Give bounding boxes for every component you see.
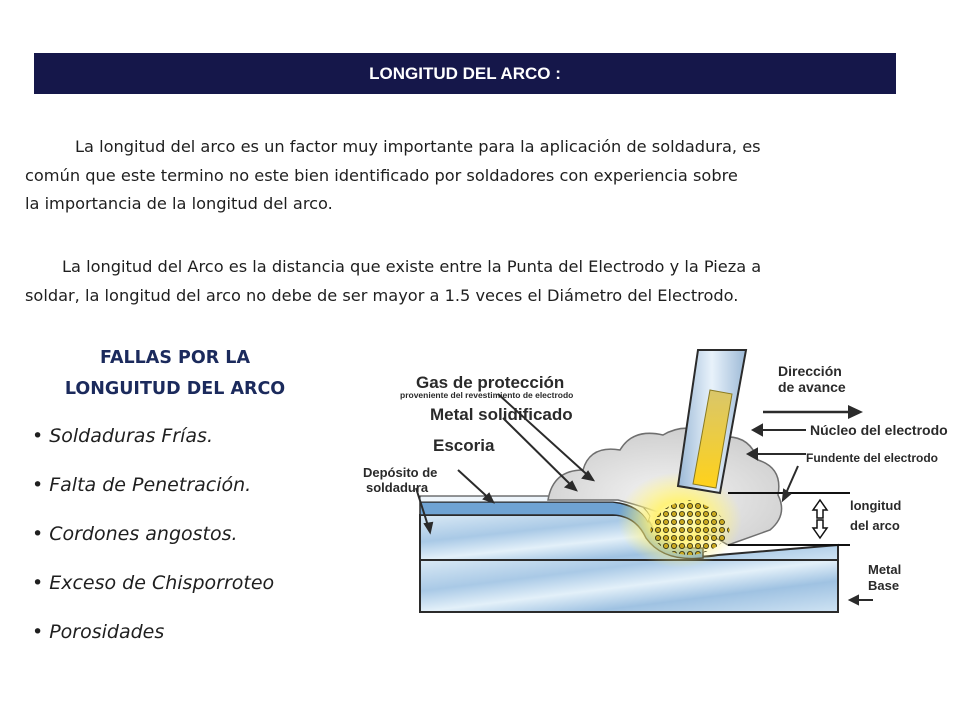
list-item — [32, 571, 274, 620]
list-item-text: Porosidades — [49, 621, 165, 643]
list-item — [32, 620, 274, 669]
bullet-icon: • — [32, 621, 44, 643]
list-item-text: Exceso de Chisporroteo — [49, 572, 275, 594]
label-gas: Gas de protección — [416, 373, 565, 392]
intro-paragraph-1 — [25, 133, 905, 219]
paragraph-line: La longitud del arco es un factor muy importante para la aplicación de soldadura, es — [75, 137, 761, 156]
label-direccion-1: Dirección — [778, 363, 842, 379]
list-item-text: Cordones angostos. — [49, 523, 238, 545]
fallas-list — [32, 424, 274, 669]
list-item-text: Soldaduras Frías. — [49, 425, 213, 447]
direction-arrow-icon — [763, 405, 863, 419]
bullet-icon: • — [32, 572, 44, 594]
label-gas-sub: proveniente del revestimiento de electrodo — [400, 390, 574, 400]
label-deposito-1: Depósito de — [363, 465, 438, 480]
fallas-heading-line-1: FALLAS POR LA — [100, 348, 250, 368]
label-longitud-2: del arco — [850, 518, 900, 533]
label-nucleo: Núcleo del electrodo — [810, 422, 948, 438]
label-metal-base-2: Base — [868, 578, 900, 593]
paragraph-line: La longitud del Arco es la distancia que existe entre la Punta del Electrodo y la Pieza a — [62, 257, 762, 276]
paragraph-line: común que este termino no este bien identificado por soldadores con experiencia sobre — [25, 165, 738, 185]
label-longitud-1: longitud — [850, 498, 902, 513]
label-metal-solidificado: Metal solidificado — [430, 405, 573, 424]
fallas-heading-line-2: LONGUITUD DEL ARCO — [64, 379, 286, 399]
label-direccion-2: de avance — [778, 379, 846, 395]
list-item — [32, 424, 274, 473]
label-metal-base-1: Metal — [868, 562, 902, 577]
bullet-icon: • — [32, 474, 44, 496]
paragraph-line: la importancia de la longitud del arco. — [25, 194, 333, 213]
label-fundente: Fundente del electrodo — [806, 451, 939, 465]
bullet-icon: • — [32, 523, 44, 545]
intro-paragraph-2 — [25, 253, 905, 310]
fallas-heading — [30, 343, 320, 405]
page-title-bar — [34, 53, 896, 94]
paragraph-line: soldar, la longitud del arco no debe de ser mayor a 1.5 veces el Diámetro del Electrodo. — [25, 285, 739, 305]
arc-length-diagram — [358, 350, 948, 625]
list-item — [32, 522, 274, 571]
page-title: LONGITUD DEL ARCO : — [369, 63, 561, 83]
list-item-text: Falta de Penetración. — [49, 474, 252, 496]
list-item — [32, 473, 274, 522]
label-escoria: Escoria — [433, 436, 495, 455]
label-deposito-2: soldadura — [366, 480, 429, 495]
bullet-icon: • — [32, 425, 44, 447]
